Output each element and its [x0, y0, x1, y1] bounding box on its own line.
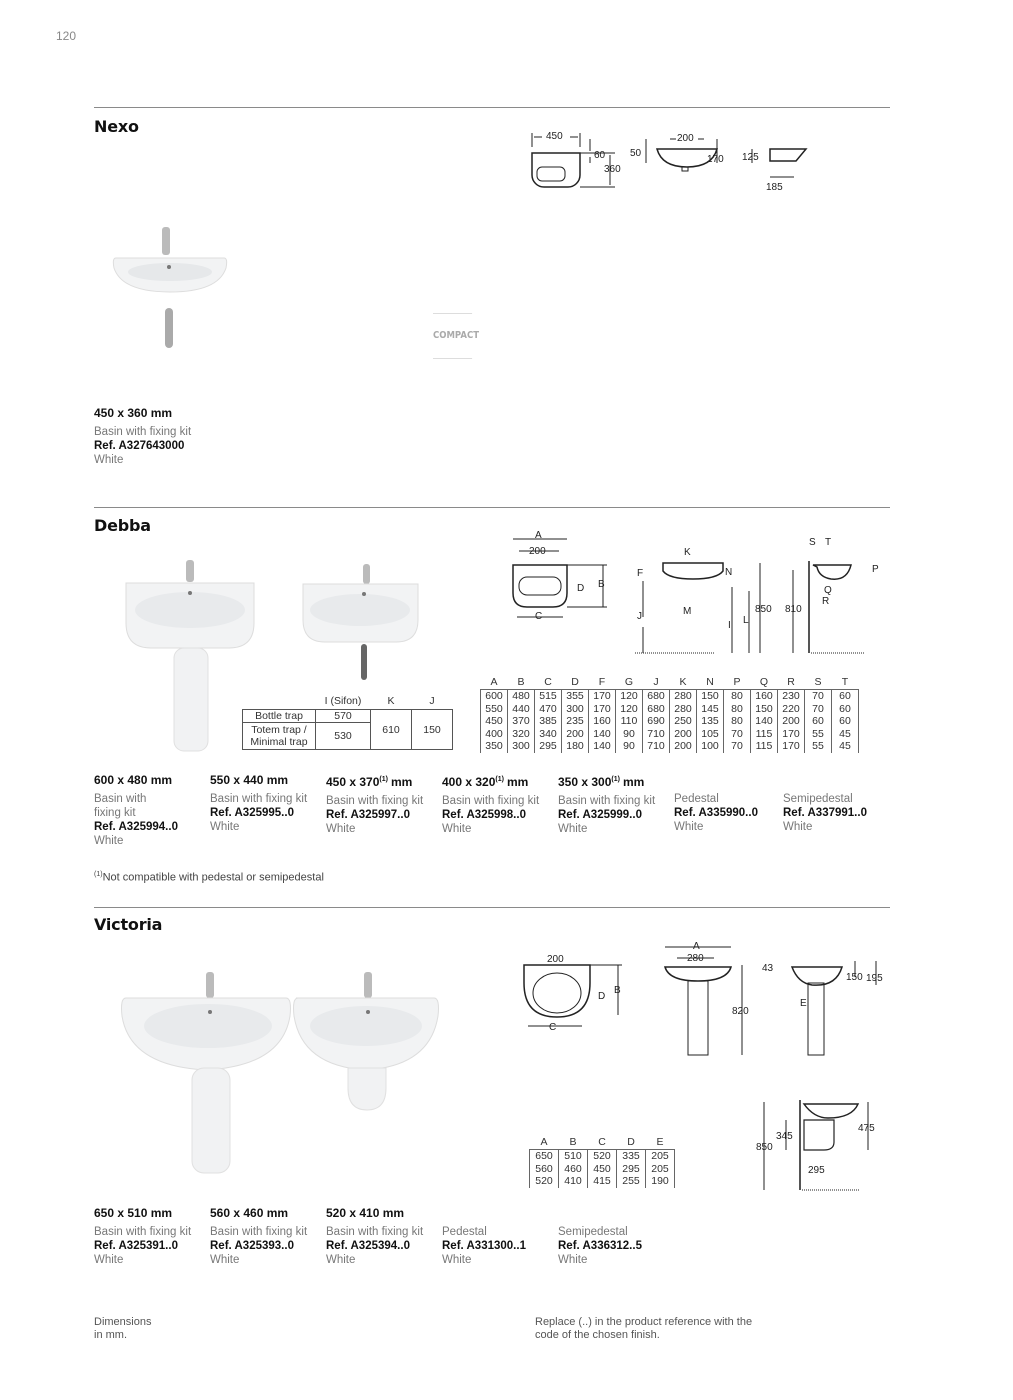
- product-size-value: 450 x 370: [326, 775, 380, 789]
- debba-dim-N: N: [725, 567, 733, 578]
- victoria-dim-820: 820: [732, 1006, 749, 1017]
- table-cell: 680: [643, 690, 670, 703]
- table-cell: 690: [643, 715, 670, 728]
- table-cell: 230: [778, 690, 805, 703]
- table-cell: 105: [697, 728, 724, 741]
- table-cell: 250: [670, 715, 697, 728]
- table-cell: 80: [724, 690, 751, 703]
- nexo-dim-depth: 360: [604, 164, 621, 175]
- product-size-unit: mm: [390, 775, 413, 789]
- nexo-dim-height: 170: [707, 154, 724, 165]
- table-header: P: [733, 676, 741, 688]
- table-cell: 120: [616, 703, 643, 716]
- victoria-semipedestal-drawing: [750, 1090, 900, 1200]
- nexo-technical-drawing: [520, 125, 820, 205]
- product-ref: Ref. A325999..0: [558, 809, 642, 821]
- table-row: [530, 1175, 675, 1188]
- table-cell: 710: [643, 728, 670, 741]
- table-header: A: [490, 676, 498, 688]
- table-cell: 55: [805, 728, 832, 741]
- table-row: [481, 740, 859, 753]
- table-header: K: [679, 676, 687, 688]
- victoria-dim-475: 475: [858, 1123, 875, 1134]
- product-finish: White: [442, 823, 472, 835]
- footnote-mark: (1): [94, 871, 103, 878]
- product-size-value: 400 x 320: [442, 775, 496, 789]
- table-header: C: [544, 676, 552, 688]
- victoria-dim-195: 195: [866, 973, 883, 984]
- debba-technical-drawing: [495, 525, 895, 665]
- debba-dim-L: L: [743, 615, 749, 626]
- table-cell: 255: [617, 1175, 646, 1188]
- table-cell: 300: [562, 703, 589, 716]
- product-finish: White: [674, 821, 704, 833]
- product-finish: White: [210, 1254, 240, 1266]
- product-description: Pedestal: [674, 793, 719, 805]
- product-ref: Ref. A325994..0: [94, 821, 178, 833]
- table-cell: 205: [646, 1163, 675, 1176]
- product-ref: Ref. A337991..0: [783, 807, 867, 819]
- table-row: [481, 715, 859, 728]
- section-title-nexo: Nexo: [94, 117, 139, 136]
- table-row: [530, 1150, 675, 1163]
- table-cell: 295: [617, 1163, 646, 1176]
- table-cell: 60: [805, 715, 832, 728]
- table-header: T: [841, 676, 849, 688]
- victoria-dim-850: 850: [756, 1142, 773, 1153]
- footnote-text: Not compatible with pedestal or semipedestal: [102, 871, 324, 884]
- table-cell: 510: [559, 1150, 588, 1163]
- table-cell: 600: [481, 690, 508, 703]
- table-cell: 550: [481, 703, 508, 716]
- section-title-debba: Debba: [94, 516, 151, 535]
- replace-note: [535, 1316, 752, 1342]
- product-finish: White: [94, 1254, 124, 1266]
- table-cell: 220: [778, 703, 805, 716]
- product-victoria-2: [326, 1206, 423, 1267]
- table-cell: 450: [481, 715, 508, 728]
- product-ref: Ref. A325998..0: [442, 809, 526, 821]
- table-header: F: [598, 676, 606, 688]
- table-header: B: [569, 1136, 577, 1148]
- product-victoria-3: [442, 1206, 526, 1267]
- table-header: J: [653, 676, 659, 688]
- product-debba-0: [94, 773, 178, 848]
- product-finish: White: [210, 821, 240, 833]
- product-size: [326, 1206, 423, 1220]
- table-cell: 135: [697, 715, 724, 728]
- debba-wall-photo: [298, 560, 423, 685]
- table-cell: 480: [508, 690, 535, 703]
- product-size: [94, 773, 178, 787]
- nexo-dim-tap: 60: [594, 150, 606, 161]
- product-finish: White: [558, 1254, 588, 1266]
- victoria-dim-holes: 200: [547, 954, 564, 965]
- section-divider: [94, 107, 890, 108]
- product-size: [442, 773, 539, 789]
- table-cell: 560: [530, 1163, 559, 1176]
- table-cell: 115: [751, 728, 778, 741]
- table-cell: 280: [670, 690, 697, 703]
- table-cell: 300: [508, 740, 535, 753]
- table-cell: 100: [697, 740, 724, 753]
- table-cell: 355: [562, 690, 589, 703]
- product-nexo-450: [94, 406, 191, 467]
- table-cell: 460: [559, 1163, 588, 1176]
- product-size: [210, 1206, 307, 1220]
- product-ref: Ref. A325391..0: [94, 1240, 178, 1252]
- table-row: [481, 728, 859, 741]
- dimensions-note-line: in mm.: [94, 1329, 127, 1341]
- product-ref: Ref. A325995..0: [210, 807, 294, 819]
- table-cell: 170: [778, 740, 805, 753]
- victoria-dim-280: 280: [687, 953, 704, 964]
- victoria-dim-150: 150: [846, 972, 863, 983]
- table-header: D: [571, 676, 579, 688]
- debba-dim-holes: 200: [529, 546, 546, 557]
- table-cell: 235: [562, 715, 589, 728]
- table-header: S: [814, 676, 822, 688]
- table-cell: 440: [508, 703, 535, 716]
- dimensions-note-line: Dimensions: [94, 1316, 152, 1328]
- table-cell: 200: [670, 728, 697, 741]
- table-header: E: [656, 1136, 664, 1148]
- table-cell: 320: [508, 728, 535, 741]
- product-description: Semipedestal: [783, 793, 853, 805]
- product-description: Basin with fixing kit: [94, 793, 147, 819]
- table-cell: 45: [832, 740, 859, 753]
- victoria-technical-drawing: [510, 935, 900, 1065]
- product-description: Basin with fixing kit: [94, 1226, 192, 1238]
- replace-note-line: Replace (..) in the product reference with the: [535, 1316, 753, 1328]
- victoria-dim-C: C: [549, 1022, 557, 1033]
- product-debba-6: [783, 773, 867, 834]
- table-cell: 145: [697, 703, 724, 716]
- product-size: [442, 1206, 526, 1220]
- product-ref: Ref. A325394..0: [326, 1240, 410, 1252]
- debba-dim-I: I: [728, 620, 731, 631]
- table-cell: 205: [646, 1150, 675, 1163]
- table-cell: 200: [778, 715, 805, 728]
- table-cell: 170: [589, 690, 616, 703]
- trap-table: [242, 695, 453, 750]
- product-debba-5: [674, 773, 758, 834]
- product-finish: White: [326, 823, 356, 835]
- table-cell: 70: [805, 703, 832, 716]
- table-cell: 70: [724, 740, 751, 753]
- product-size-unit: mm: [506, 775, 529, 789]
- table-cell: 680: [643, 703, 670, 716]
- trap-header-i: I (Sifon): [324, 695, 362, 707]
- table-cell: 80: [724, 715, 751, 728]
- table-cell: 200: [562, 728, 589, 741]
- product-debba-3: [442, 773, 539, 836]
- table-cell: 170: [778, 728, 805, 741]
- table-cell: 115: [751, 740, 778, 753]
- product-description: Basin with fixing kit: [210, 793, 308, 805]
- product-victoria-1: [210, 1206, 307, 1267]
- product-size-value: 600 x 480 mm: [94, 773, 173, 787]
- product-ref: Ref. A327643000: [94, 440, 185, 452]
- product-description: Basin with fixing kit: [94, 426, 192, 438]
- table-header: B: [517, 676, 525, 688]
- product-debba-1: [210, 773, 307, 834]
- product-ref: Ref. A325393..0: [210, 1240, 294, 1252]
- section-divider: [94, 507, 890, 508]
- table-cell: 70: [724, 728, 751, 741]
- table-cell: 140: [589, 728, 616, 741]
- victoria-dim-D: D: [598, 991, 606, 1002]
- table-cell: 160: [589, 715, 616, 728]
- footnote-mark: (1): [611, 776, 620, 783]
- debba-footnote: [94, 868, 324, 885]
- nexo-dim-width: 450: [546, 131, 563, 142]
- section-divider: [94, 907, 890, 908]
- product-finish: White: [783, 821, 813, 833]
- product-ref: Ref. A335990..0: [674, 807, 758, 819]
- product-description: Semipedestal: [558, 1226, 628, 1238]
- trap-header-blank: [243, 695, 316, 710]
- debba-dim-C: C: [535, 611, 543, 622]
- table-cell: 70: [805, 690, 832, 703]
- table-cell: 515: [535, 690, 562, 703]
- table-row: [530, 1163, 675, 1176]
- table-cell: 160: [751, 690, 778, 703]
- table-cell: 450: [588, 1163, 617, 1176]
- product-size-value: 650 x 510 mm: [94, 1206, 173, 1220]
- product-size-value: 560 x 460 mm: [210, 1206, 289, 1220]
- table-cell: 650: [530, 1150, 559, 1163]
- product-size: [558, 1206, 642, 1220]
- nexo-dim-side-depth: 185: [766, 182, 783, 193]
- table-cell: 520: [530, 1175, 559, 1188]
- debba-dim-Q: Q: [824, 585, 832, 596]
- product-finish: White: [442, 1254, 472, 1266]
- table-cell: 180: [562, 740, 589, 753]
- table-cell: 470: [535, 703, 562, 716]
- table-cell: 280: [670, 703, 697, 716]
- table-cell: 150: [751, 703, 778, 716]
- table-cell: 200: [670, 740, 697, 753]
- table-cell: 710: [643, 740, 670, 753]
- table-cell: 60: [832, 703, 859, 716]
- debba-pedestal-photo: [120, 555, 260, 755]
- table-cell: 140: [589, 740, 616, 753]
- product-size: [94, 1206, 191, 1220]
- nexo-basin-photo: [110, 222, 230, 357]
- table-header: D: [627, 1136, 635, 1148]
- product-size: [210, 773, 307, 787]
- table-cell: 90: [616, 728, 643, 741]
- product-size-value: 350 x 300: [558, 775, 612, 789]
- victoria-dim-43: 43: [762, 963, 774, 974]
- debba-dim-K: K: [684, 547, 691, 558]
- product-size: [558, 773, 655, 789]
- trap-header-j: J: [429, 695, 435, 707]
- nexo-dim-holes: 200: [677, 133, 694, 144]
- product-ref: Ref. A336312..5: [558, 1240, 642, 1252]
- product-debba-4: [558, 773, 655, 836]
- table-cell: 140: [751, 715, 778, 728]
- product-finish: White: [326, 1254, 356, 1266]
- product-description: Basin with fixing kit: [326, 1226, 424, 1238]
- debba-dim-M: M: [683, 606, 692, 617]
- victoria-semipedestal-photo: [290, 968, 440, 1118]
- table-cell: 415: [588, 1175, 617, 1188]
- product-size: 450 x 360 mm: [94, 406, 173, 420]
- product-size-unit: mm: [622, 775, 645, 789]
- table-cell: 335: [617, 1150, 646, 1163]
- table-cell: 45: [832, 728, 859, 741]
- compact-badge: COMPACT: [433, 313, 472, 359]
- victoria-dim-A: A: [693, 941, 700, 952]
- debba-dim-P: P: [872, 564, 879, 575]
- table-cell: 110: [616, 715, 643, 728]
- table-cell: 55: [805, 740, 832, 753]
- product-debba-2: [326, 773, 423, 836]
- table-cell: 90: [616, 740, 643, 753]
- trap-j: 150: [412, 710, 453, 750]
- table-cell: 170: [589, 703, 616, 716]
- trap-row-label: Totem trap / Minimal trap: [243, 723, 316, 750]
- page-number: 120: [56, 29, 77, 43]
- table-cell: 60: [832, 690, 859, 703]
- dimensions-note: [94, 1316, 151, 1342]
- debba-dim-850: 850: [755, 604, 772, 615]
- product-ref: Ref. A331300..1: [442, 1240, 526, 1252]
- table-row: [481, 703, 859, 716]
- table-cell: 190: [646, 1175, 675, 1188]
- victoria-dim-345: 345: [776, 1131, 793, 1142]
- table-cell: 60: [832, 715, 859, 728]
- victoria-dim-B: B: [614, 985, 621, 996]
- debba-dim-D: D: [577, 583, 585, 594]
- trap-row-i: 530: [316, 723, 371, 750]
- table-header: R: [787, 676, 795, 688]
- victoria-dim-295: 295: [808, 1165, 825, 1176]
- product-ref: Ref. A325997..0: [326, 809, 410, 821]
- table-cell: 295: [535, 740, 562, 753]
- product-description: Basin with fixing kit: [326, 795, 424, 807]
- victoria-dimensions-table: [529, 1136, 675, 1188]
- replace-note-line: code of the chosen finish.: [535, 1329, 660, 1341]
- table-cell: 150: [697, 690, 724, 703]
- trap-row-label: Bottle trap: [243, 710, 316, 723]
- table-cell: 385: [535, 715, 562, 728]
- product-victoria-4: [558, 1206, 642, 1267]
- table-header: N: [706, 676, 714, 688]
- product-size-value: 550 x 440 mm: [210, 773, 289, 787]
- trap-k: 610: [371, 710, 412, 750]
- trap-row-i: 570: [316, 710, 371, 723]
- trap-header-k: K: [387, 695, 395, 707]
- table-cell: 80: [724, 703, 751, 716]
- product-size-value: 520 x 410 mm: [326, 1206, 405, 1220]
- debba-dim-B: B: [598, 579, 605, 590]
- table-cell: 520: [588, 1150, 617, 1163]
- table-header: Q: [759, 676, 769, 688]
- table-header: C: [598, 1136, 606, 1148]
- product-description: Basin with fixing kit: [558, 795, 656, 807]
- debba-dim-T: T: [825, 537, 832, 548]
- victoria-pedestal-photo: [118, 968, 293, 1178]
- footnote-mark: (1): [495, 776, 504, 783]
- product-finish: White: [558, 823, 588, 835]
- victoria-dim-E: E: [800, 998, 807, 1009]
- debba-dim-A: A: [535, 530, 542, 541]
- product-victoria-0: [94, 1206, 191, 1267]
- table-cell: 340: [535, 728, 562, 741]
- product-description: Basin with fixing kit: [442, 795, 540, 807]
- footnote-mark: (1): [379, 776, 388, 783]
- product-finish: White: [94, 835, 124, 847]
- table-cell: 350: [481, 740, 508, 753]
- product-finish: White: [94, 454, 124, 466]
- table-cell: 400: [481, 728, 508, 741]
- table-cell: 410: [559, 1175, 588, 1188]
- product-size: [674, 773, 758, 787]
- table-header: A: [540, 1136, 548, 1148]
- table-header: G: [624, 676, 634, 688]
- section-title-victoria: Victoria: [94, 915, 163, 934]
- debba-dim-R: R: [822, 596, 830, 607]
- table-cell: 370: [508, 715, 535, 728]
- debba-dim-J: J: [637, 611, 642, 622]
- debba-dim-810: 810: [785, 604, 802, 615]
- nexo-dim-side-height: 125: [742, 152, 759, 163]
- product-description: Basin with fixing kit: [210, 1226, 308, 1238]
- debba-dim-F: F: [637, 568, 644, 579]
- product-description: Pedestal: [442, 1226, 487, 1238]
- product-size: [783, 773, 867, 787]
- product-size: [326, 773, 423, 789]
- debba-dim-S: S: [809, 537, 816, 548]
- debba-dimensions-table: [480, 676, 859, 753]
- nexo-dim-rim: 50: [630, 148, 642, 159]
- table-row: [481, 690, 859, 703]
- table-cell: 120: [616, 690, 643, 703]
